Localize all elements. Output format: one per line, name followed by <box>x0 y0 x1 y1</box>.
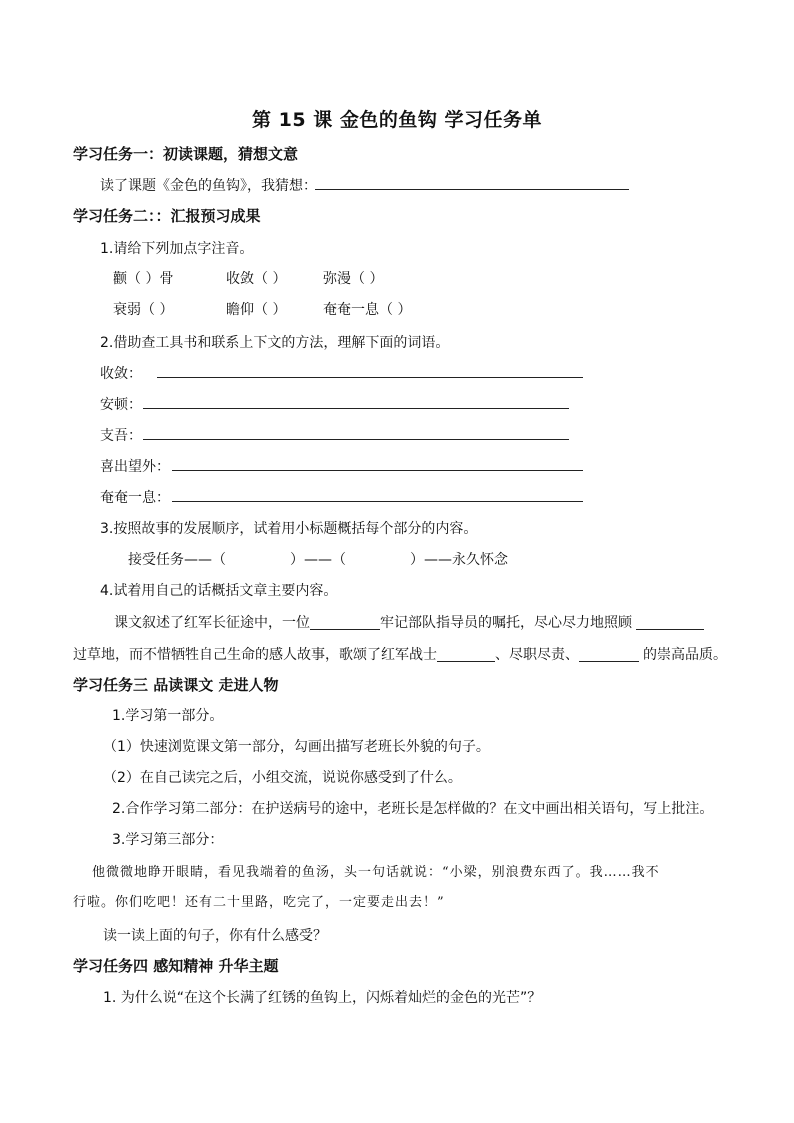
task1-prompt: 读了课题《金色的鱼钩》，我猜想： <box>100 178 317 194</box>
task3-heading: 学习任务三 品读课文 走进人物 <box>73 676 279 694</box>
sequence-row <box>128 551 508 569</box>
task1-heading: 学习任务一：初读课题，猜想文意 <box>73 145 299 163</box>
task3-p2: 2.合作学习第二部分：在护送病号的途中，老班长是怎样做的？在文中画出相关语句，写上批注。 <box>112 801 714 817</box>
word-label: 安顿： <box>100 397 142 413</box>
quote-line-1: 他微微地睁开眼睛，看见我端着的鱼汤，头一句话就说：“小梁，别浪费东西了。我……我不 <box>92 865 660 880</box>
summary-line-2: 过草地，而不惜牺牲自己生命的感人故事，歌颂了红军战士 、尽职尽责、 的崇高品质。 <box>73 647 727 663</box>
sequence-mid: ）——（ <box>290 552 346 568</box>
word-answer-line[interactable] <box>172 470 583 471</box>
summary-blank[interactable] <box>636 615 704 630</box>
task4-q1: 1. 为什么说“在这个长满了红锈的鱼钩上，闪烁着灿烂的金色的光芒”？ <box>103 990 542 1006</box>
task2-q4: 4.试着用自己的话概括文章主要内容。 <box>100 583 338 599</box>
task3-p3: 3.学习第三部分： <box>112 832 224 848</box>
word-answer-line[interactable] <box>157 377 583 378</box>
word-answer-line[interactable] <box>172 501 583 502</box>
task3-p1: 1.学习第一部分。 <box>112 708 224 724</box>
task2-heading: 学习任务二：：汇报预习成果 <box>73 207 261 225</box>
page-title: 第 15 课 金色的鱼钩 学习任务单 <box>252 109 542 131</box>
summary-blank[interactable] <box>579 647 639 662</box>
word-label: 喜出望外： <box>100 459 170 475</box>
task2-q2: 2.借助查工具书和联系上下文的方法，理解下面的词语。 <box>100 335 450 351</box>
task1-answer-line[interactable] <box>315 189 629 190</box>
word-label: 支吾： <box>100 428 142 444</box>
summary-blank[interactable] <box>437 647 495 662</box>
summary-blank[interactable] <box>310 615 380 630</box>
task4-heading: 学习任务四 感知精神 升华主题 <box>73 957 279 975</box>
task2-q1: 1.请给下列加点字注音。 <box>100 241 254 257</box>
pinyin-item: 瞻仰（ ） <box>226 302 287 318</box>
task2-q3: 3.按照故事的发展顺序，试着用小标题概括每个部分的内容。 <box>100 521 478 537</box>
word-answer-line[interactable] <box>143 439 569 440</box>
sequence-start: 接受任务——（ <box>128 552 226 568</box>
pinyin-item: 衰弱（ ） <box>113 302 174 318</box>
pinyin-item: 收敛（ ） <box>226 271 287 287</box>
pinyin-item: 颧（ ）骨 <box>113 271 174 287</box>
task3-p1a: （1）快速浏览课文第一部分，勾画出描写老班长外貌的句子。 <box>103 739 490 755</box>
pinyin-item: 奄奄一息（ ） <box>323 302 412 318</box>
task3-reflect: 读一读上面的句子，你有什么感受？ <box>103 928 327 944</box>
word-label: 奄奄一息： <box>100 490 170 506</box>
summary-line-1: 课文叙述了红军长征途中，一位 牢记部队指导员的嘱托，尽心尽力地照顾 <box>114 614 704 632</box>
task3-p1b: （2）在自己读完之后，小组交流，说说你感受到了什么。 <box>103 770 462 786</box>
pinyin-item: 弥漫（ ） <box>323 271 384 287</box>
sequence-end: ）——永久怀念 <box>410 552 508 568</box>
word-answer-line[interactable] <box>143 408 569 409</box>
word-label: 收敛： <box>100 366 142 382</box>
quote-line-2: 行啦。你们吃吧！还有二十里路，吃完了，一定要走出去！” <box>73 895 445 910</box>
